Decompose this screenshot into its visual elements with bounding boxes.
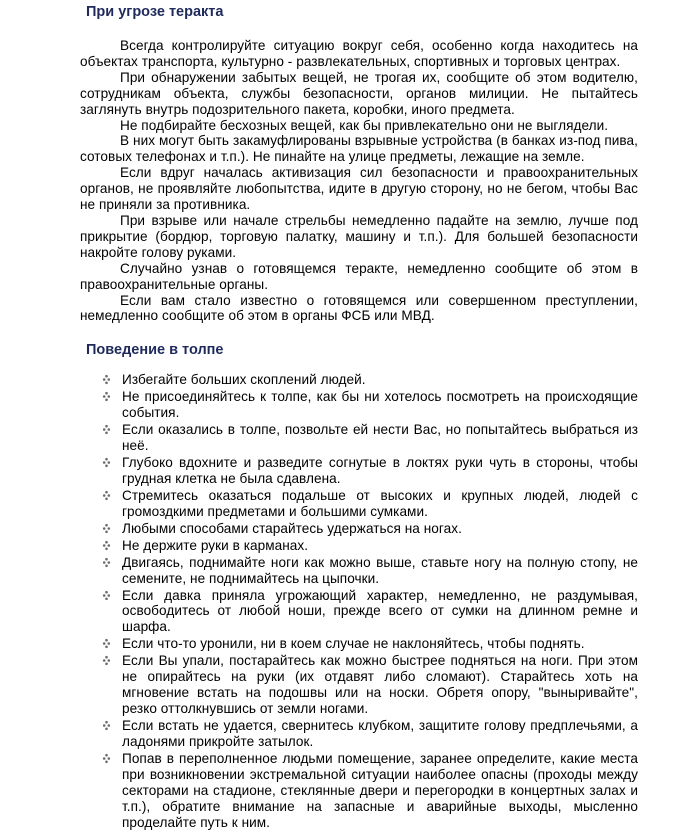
list-item-text: Если что-то уронили, ни в коем случае не наклоняйтесь, чтобы поднять. <box>122 636 585 652</box>
diamond-bullet-icon <box>102 753 111 764</box>
list-item <box>100 718 638 750</box>
diamond-bullet-icon <box>102 540 111 551</box>
list-item-text: Избегайте больших скоплений людей. <box>122 372 366 387</box>
paragraph: Если вам стало известно о готовящемся или совершенном преступлении, немедленно сообщите об этом в органы ФСБ или МВД. <box>80 292 638 324</box>
paragraph: При обнаружении забытых вещей, не трогая их, сообщите об этом водителю, сотрудникам объекта, службы безопасности, органов милиции. Не пытайтесь заглянуть внутрь подозрительного пакета, коробки, иного предмета. <box>80 69 638 117</box>
list-item-text: Если встать не удается, свернитесь клубком, защитите голову предплечьями, а ладонями прикройте затылок. <box>122 718 638 749</box>
list-item-text: Если Вы упали, постарайтесь как можно быстрее подняться на ноги. При этом не опирайтесь на руки (их отдавят либо сломают). Старайтесь хоть на мгновение встать на подошвы или на носки. Обретя опору, "выныривайте", резко оттолкнувшись от земли ногами. <box>122 653 638 717</box>
list-item <box>100 538 638 554</box>
paragraph: В них могут быть закамуфлированы взрывные устройства (в банках из-под пива, сотовых телефонах и т.п.). Не пинайте на улице предметы, лежащие на земле. <box>80 133 638 165</box>
paragraph: Если вдруг началась активизация сил безопасности и правоохранительных органов, не проявляйте любопытства, идите в другую сторону, но не бегом, чтобы Вас не приняли за противника. <box>80 165 638 213</box>
paragraph: При взрыве или начале стрельбы немедленно падайте на землю, лучше под прикрытие (бордюр, торговую палатку, машину и т.п.). Для большей безопасности накройте голову руками. <box>80 212 638 260</box>
list-item <box>100 389 638 421</box>
diamond-bullet-icon <box>102 457 111 468</box>
list-item <box>100 455 638 487</box>
diamond-bullet-icon <box>102 720 111 731</box>
terror-threat-section <box>80 38 638 324</box>
list-item <box>100 636 638 652</box>
diamond-bullet-icon <box>102 638 111 649</box>
diamond-bullet-icon <box>102 424 111 435</box>
diamond-bullet-icon <box>102 655 111 666</box>
paragraph: Не подбирайте бесхозных вещей, как бы привлекательно они не выглядели. <box>120 117 609 133</box>
diamond-bullet-icon <box>102 523 111 534</box>
list-item <box>100 521 638 537</box>
list-item-text: Не держите руки в карманах. <box>122 537 309 553</box>
crowd-behavior-list <box>100 372 638 832</box>
list-item-text: Если давка приняла угрожающий характер, немедленно, не раздумывая, освободитесь от любой ноши, прежде всего от сумки на длинном ремне и шарфа. <box>122 587 638 635</box>
paragraph: Всегда контролируйте ситуацию вокруг себя, особенно когда находитесь на объектах транспорта, культурно - развлекательных, спортивных и торговых центрах. <box>80 38 638 69</box>
diamond-bullet-icon <box>102 590 111 601</box>
list-item <box>100 488 638 520</box>
list-item <box>100 751 638 831</box>
diamond-bullet-icon <box>102 557 111 568</box>
list-item <box>100 372 638 388</box>
list-item-text: Попав в переполненное людьми помещение, заранее определите, какие места при возникновении экстремальной ситуации наиболее опасны (проходы между секторами на стадионе, стеклянные двери и перегородки в концертных залах и т.п.), обратите внимание на запасные и аварийные выходы, мысленно проделайте путь к ним. <box>122 750 638 830</box>
section-heading-terror-threat: При угрозе теракта <box>86 4 224 20</box>
list-item-text: Глубоко вдохните и разведите согнутые в локтях руки чуть в стороны, чтобы грудная клетка не была сдавлена. <box>122 454 638 486</box>
list-item <box>100 588 638 636</box>
diamond-bullet-icon <box>102 391 111 402</box>
list-item <box>100 555 638 587</box>
diamond-bullet-icon <box>102 490 111 501</box>
list-item <box>100 653 638 717</box>
paragraph: Случайно узнав о готовящемся теракте, немедленно сообщите об этом в правоохранительные органы. <box>80 260 638 292</box>
list-item-text: Стремитесь оказаться подальше от высоких и крупных людей, людей с громоздкими предметами и большими сумками. <box>122 487 638 519</box>
list-item <box>100 422 638 454</box>
list-item-text: Если оказались в толпе, позвольте ей нести Вас, но попытайтесь выбраться из неё. <box>122 421 638 453</box>
list-item-text: Любыми способами старайтесь удержаться на ногах. <box>122 520 462 536</box>
list-item-text: Не присоединяйтесь к толпе, как бы ни хотелось посмотреть на происходящие события. <box>122 389 638 420</box>
section-heading-crowd-behavior: Поведение в толпе <box>86 342 224 358</box>
diamond-bullet-icon <box>102 374 111 385</box>
list-item-text: Двигаясь, поднимайте ноги как можно выше, ставьте ногу на полную стопу, не семените, не поднимайтесь на цыпочки. <box>122 554 638 586</box>
